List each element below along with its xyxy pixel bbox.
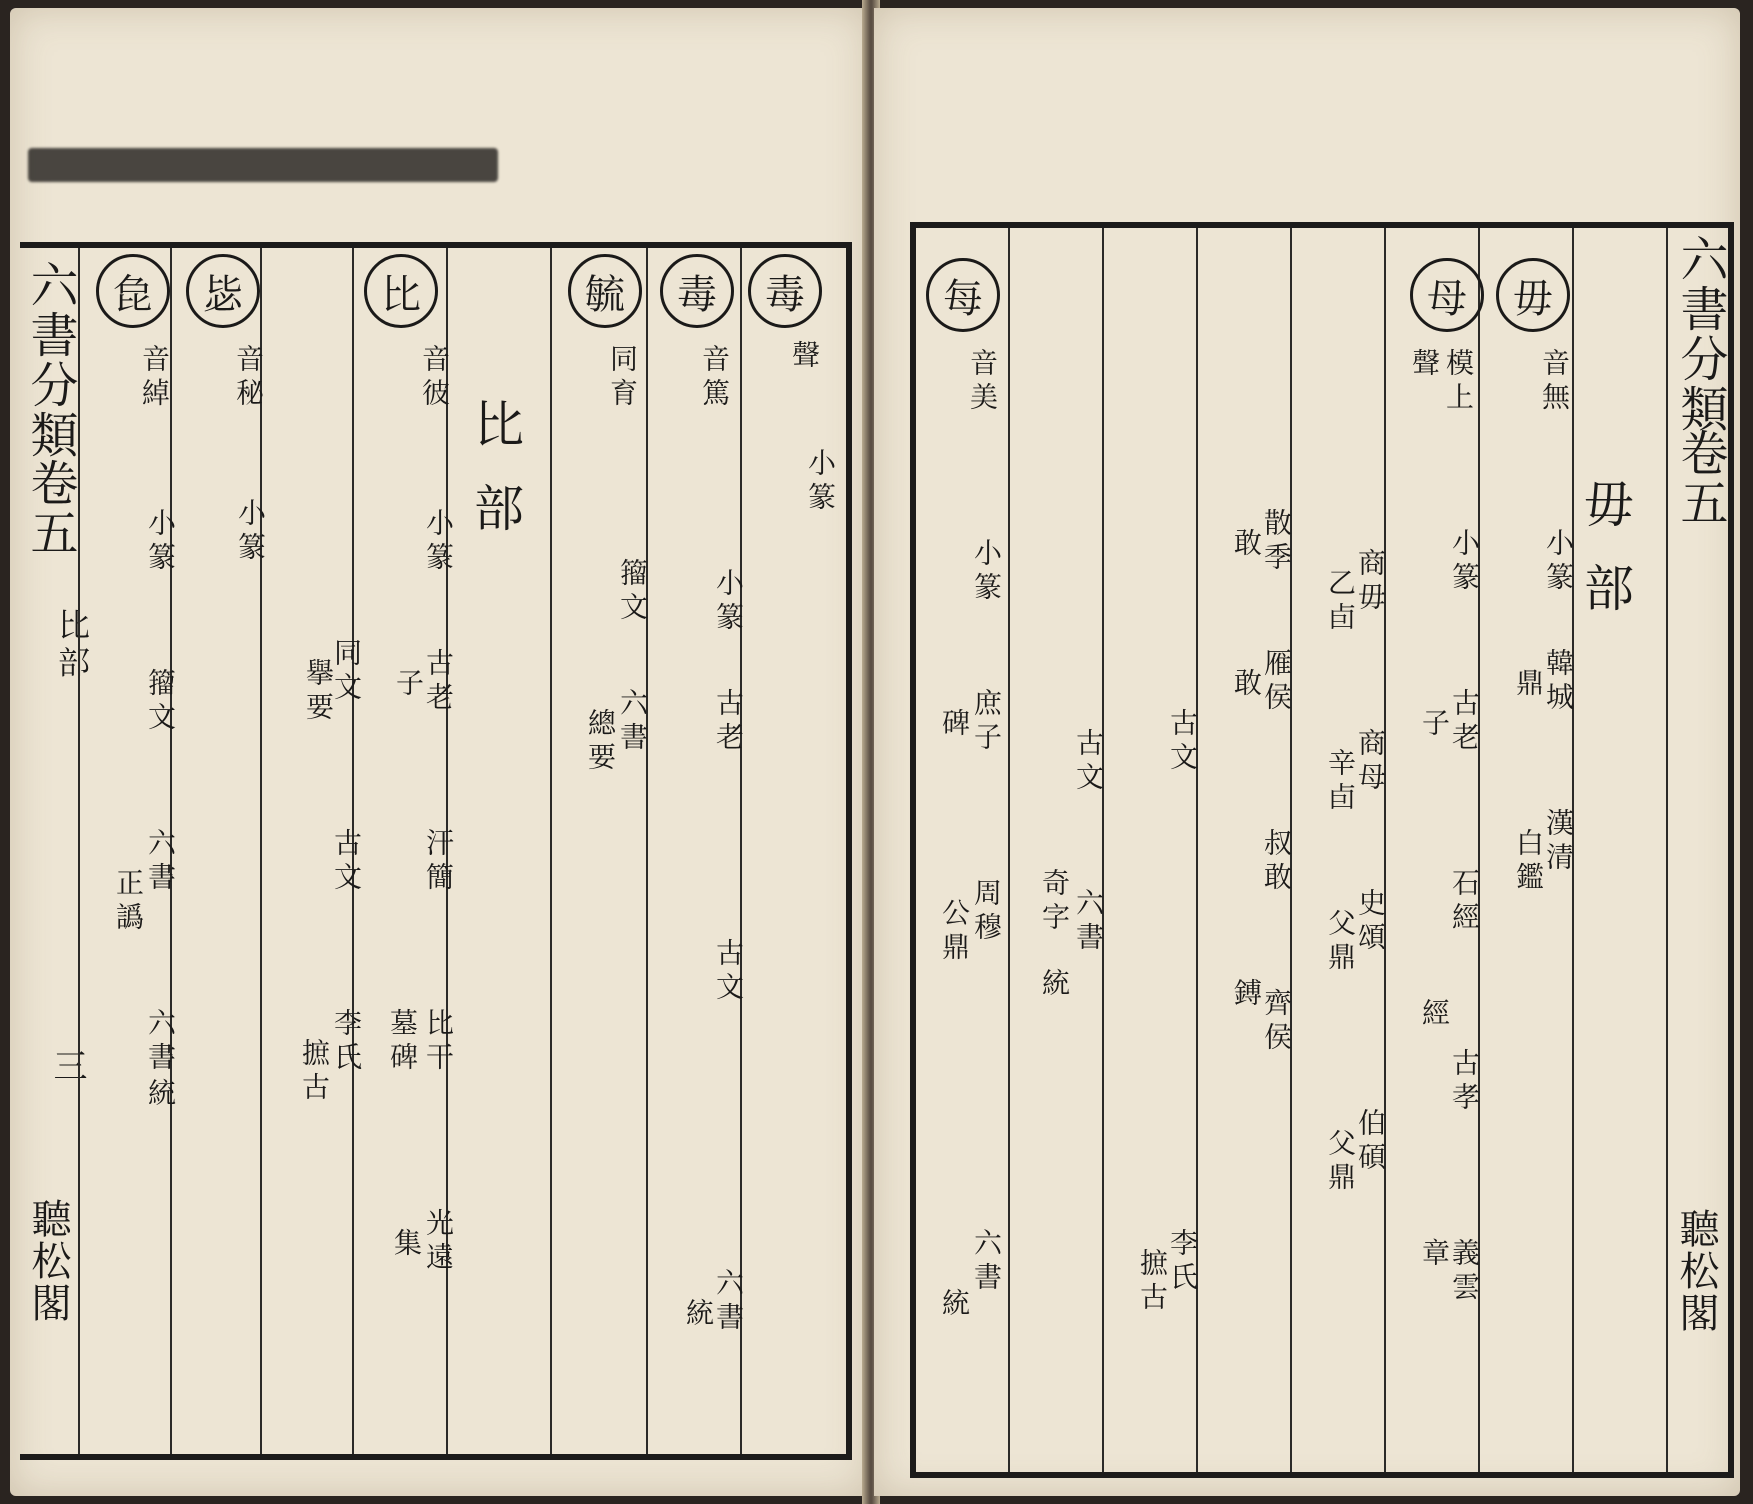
entry-annotation: 六書 xyxy=(144,1008,177,1076)
right-column-divider-5 xyxy=(1384,228,1386,1472)
entry-annotation: 音無 xyxy=(1538,348,1571,416)
right-column-divider-8 xyxy=(1666,228,1668,1472)
entry-annotation: 李氏 xyxy=(330,1008,363,1076)
entry-annotation: 公鼎 xyxy=(938,898,971,966)
entry-annotation: 散季 xyxy=(1260,508,1293,576)
entry-annotation: 墓碑 xyxy=(386,1008,419,1076)
entry-annotation: 經 xyxy=(1418,998,1451,1032)
right-margin-title: 六書分類 xyxy=(1672,234,1728,434)
entry-annotation: 商毋 xyxy=(1354,548,1387,616)
entry-annotation: 叔敢 xyxy=(1260,828,1293,896)
entry-annotation: 古老 xyxy=(422,648,455,716)
left-margin-section: 比部 xyxy=(53,608,91,684)
left-column-divider-1 xyxy=(78,248,80,1454)
entry-annotation: 六書 xyxy=(970,1228,1003,1296)
entry-annotation: 六書 xyxy=(144,828,177,896)
head-character: 毋 xyxy=(1496,258,1570,332)
entry-annotation: 同育 xyxy=(606,344,639,412)
right-margin-publisher: 聽松閣 xyxy=(1673,1208,1719,1334)
left-margin-title: 六書分類 xyxy=(22,260,78,460)
entry-annotation: 庶子 xyxy=(970,688,1003,756)
entry-annotation: 模上 xyxy=(1442,348,1475,416)
entry-annotation: 雁侯 xyxy=(1260,648,1293,716)
entry-annotation: 汗簡 xyxy=(422,828,455,896)
entry-annotation: 古文 xyxy=(330,828,363,896)
entry-annotation: 韓城 xyxy=(1542,648,1575,716)
head-character: 母 xyxy=(1410,258,1484,332)
right-section-title: 毋部 xyxy=(1576,478,1634,646)
entry-annotation: 小篆 xyxy=(422,508,455,576)
entry-annotation: 統 xyxy=(682,1298,715,1332)
entry-annotation: 統 xyxy=(938,1288,971,1322)
entry-annotation: 子 xyxy=(392,668,425,702)
entry-annotation: 碑 xyxy=(938,708,971,742)
entry-annotation: 鎛 xyxy=(1230,978,1263,1012)
entry-annotation: 史頌 xyxy=(1354,888,1387,956)
head-character: 毖 xyxy=(186,254,260,328)
entry-annotation: 音彼 xyxy=(418,344,451,412)
entry-annotation: 乙卣 xyxy=(1324,568,1357,636)
head-character: 毓 xyxy=(568,254,642,328)
entry-annotation: 父鼎 xyxy=(1324,908,1357,976)
entry-annotation: 奇字 xyxy=(1038,868,1071,936)
entry-annotation: 古老 xyxy=(1448,688,1481,756)
entry-annotation: 聲 xyxy=(1408,348,1441,382)
entry-annotation: 統 xyxy=(1038,968,1071,1002)
entry-annotation: 周穆 xyxy=(970,878,1003,946)
entry-annotation: 義雲 xyxy=(1448,1238,1481,1306)
left-column-divider-6 xyxy=(550,248,552,1454)
entry-annotation: 小篆 xyxy=(234,498,267,566)
entry-annotation: 辛卣 xyxy=(1324,748,1357,816)
entry-annotation: 六書 xyxy=(712,1268,745,1336)
entry-annotation: 摭古 xyxy=(298,1038,331,1106)
entry-annotation: 同文 xyxy=(330,638,363,706)
head-character: 每 xyxy=(926,258,1000,332)
entry-annotation: 李氏 xyxy=(1166,1228,1199,1296)
entry-annotation: 籀文 xyxy=(144,668,177,736)
entry-annotation: 音秘 xyxy=(232,344,265,412)
entry-annotation: 總要 xyxy=(584,708,617,776)
entry-annotation: 六書 xyxy=(1072,888,1105,956)
entry-annotation: 伯碩 xyxy=(1354,1108,1387,1176)
entry-annotation: 六書 xyxy=(616,688,649,756)
entry-annotation: 擧要 xyxy=(302,658,335,726)
entry-annotation: 比干 xyxy=(422,1008,455,1076)
entry-annotation: 小篆 xyxy=(970,538,1003,606)
entry-annotation: 父鼎 xyxy=(1324,1128,1357,1196)
entry-annotation: 章 xyxy=(1418,1238,1451,1272)
left-column-divider-7 xyxy=(646,248,648,1454)
left-page-frame xyxy=(20,242,852,1460)
head-character: 比 xyxy=(364,254,438,328)
entry-annotation: 正譌 xyxy=(112,868,145,936)
right-page-frame xyxy=(910,222,1734,1478)
left-page-ink-smudge xyxy=(28,148,498,182)
entry-annotation: 古文 xyxy=(1166,708,1199,776)
entry-annotation: 敢 xyxy=(1230,528,1263,562)
entry-annotation: 小篆 xyxy=(712,568,745,636)
entry-annotation: 齊侯 xyxy=(1260,988,1293,1056)
entry-annotation: 古孝 xyxy=(1448,1048,1481,1116)
head-character: 毒 xyxy=(660,254,734,328)
left-margin-volume: 卷五 xyxy=(22,458,78,558)
entry-annotation: 光遠 xyxy=(422,1208,455,1276)
entry-annotation: 聲 xyxy=(788,340,821,374)
entry-annotation: 音美 xyxy=(966,348,999,416)
left-section-title: 比部 xyxy=(466,398,524,566)
entry-annotation: 古老 xyxy=(712,688,745,756)
entry-annotation: 鼎 xyxy=(1512,668,1545,702)
entry-annotation: 統 xyxy=(144,1078,177,1112)
left-margin-page-number: 三 xyxy=(47,1048,87,1088)
right-column-divider-2 xyxy=(1102,228,1104,1472)
entry-annotation: 小篆 xyxy=(804,448,837,516)
entry-annotation: 古文 xyxy=(1072,728,1105,796)
left-column-divider-3 xyxy=(260,248,262,1454)
entry-annotation: 摭古 xyxy=(1136,1248,1169,1316)
entry-annotation: 小篆 xyxy=(144,508,177,576)
right-column-divider-1 xyxy=(1008,228,1010,1472)
head-character: 㲋 xyxy=(96,254,170,328)
entry-annotation: 音篤 xyxy=(698,344,731,412)
entry-annotation: 敢 xyxy=(1230,668,1263,702)
entry-annotation: 籀文 xyxy=(616,558,649,626)
entry-annotation: 子 xyxy=(1418,708,1451,742)
right-margin-volume: 卷五 xyxy=(1672,428,1728,528)
entry-annotation: 漢清 xyxy=(1542,808,1575,876)
entry-annotation: 集 xyxy=(390,1228,423,1262)
entry-annotation: 商母 xyxy=(1354,728,1387,796)
entry-annotation: 小篆 xyxy=(1448,528,1481,596)
entry-annotation: 古文 xyxy=(712,938,745,1006)
entry-annotation: 白鑑 xyxy=(1512,828,1545,896)
entry-annotation: 石經 xyxy=(1448,868,1481,936)
head-character: 毒 xyxy=(748,254,822,328)
entry-annotation: 音綽 xyxy=(138,344,171,412)
entry-annotation: 小篆 xyxy=(1542,528,1575,596)
left-margin-publisher: 聽松閣 xyxy=(25,1198,71,1324)
